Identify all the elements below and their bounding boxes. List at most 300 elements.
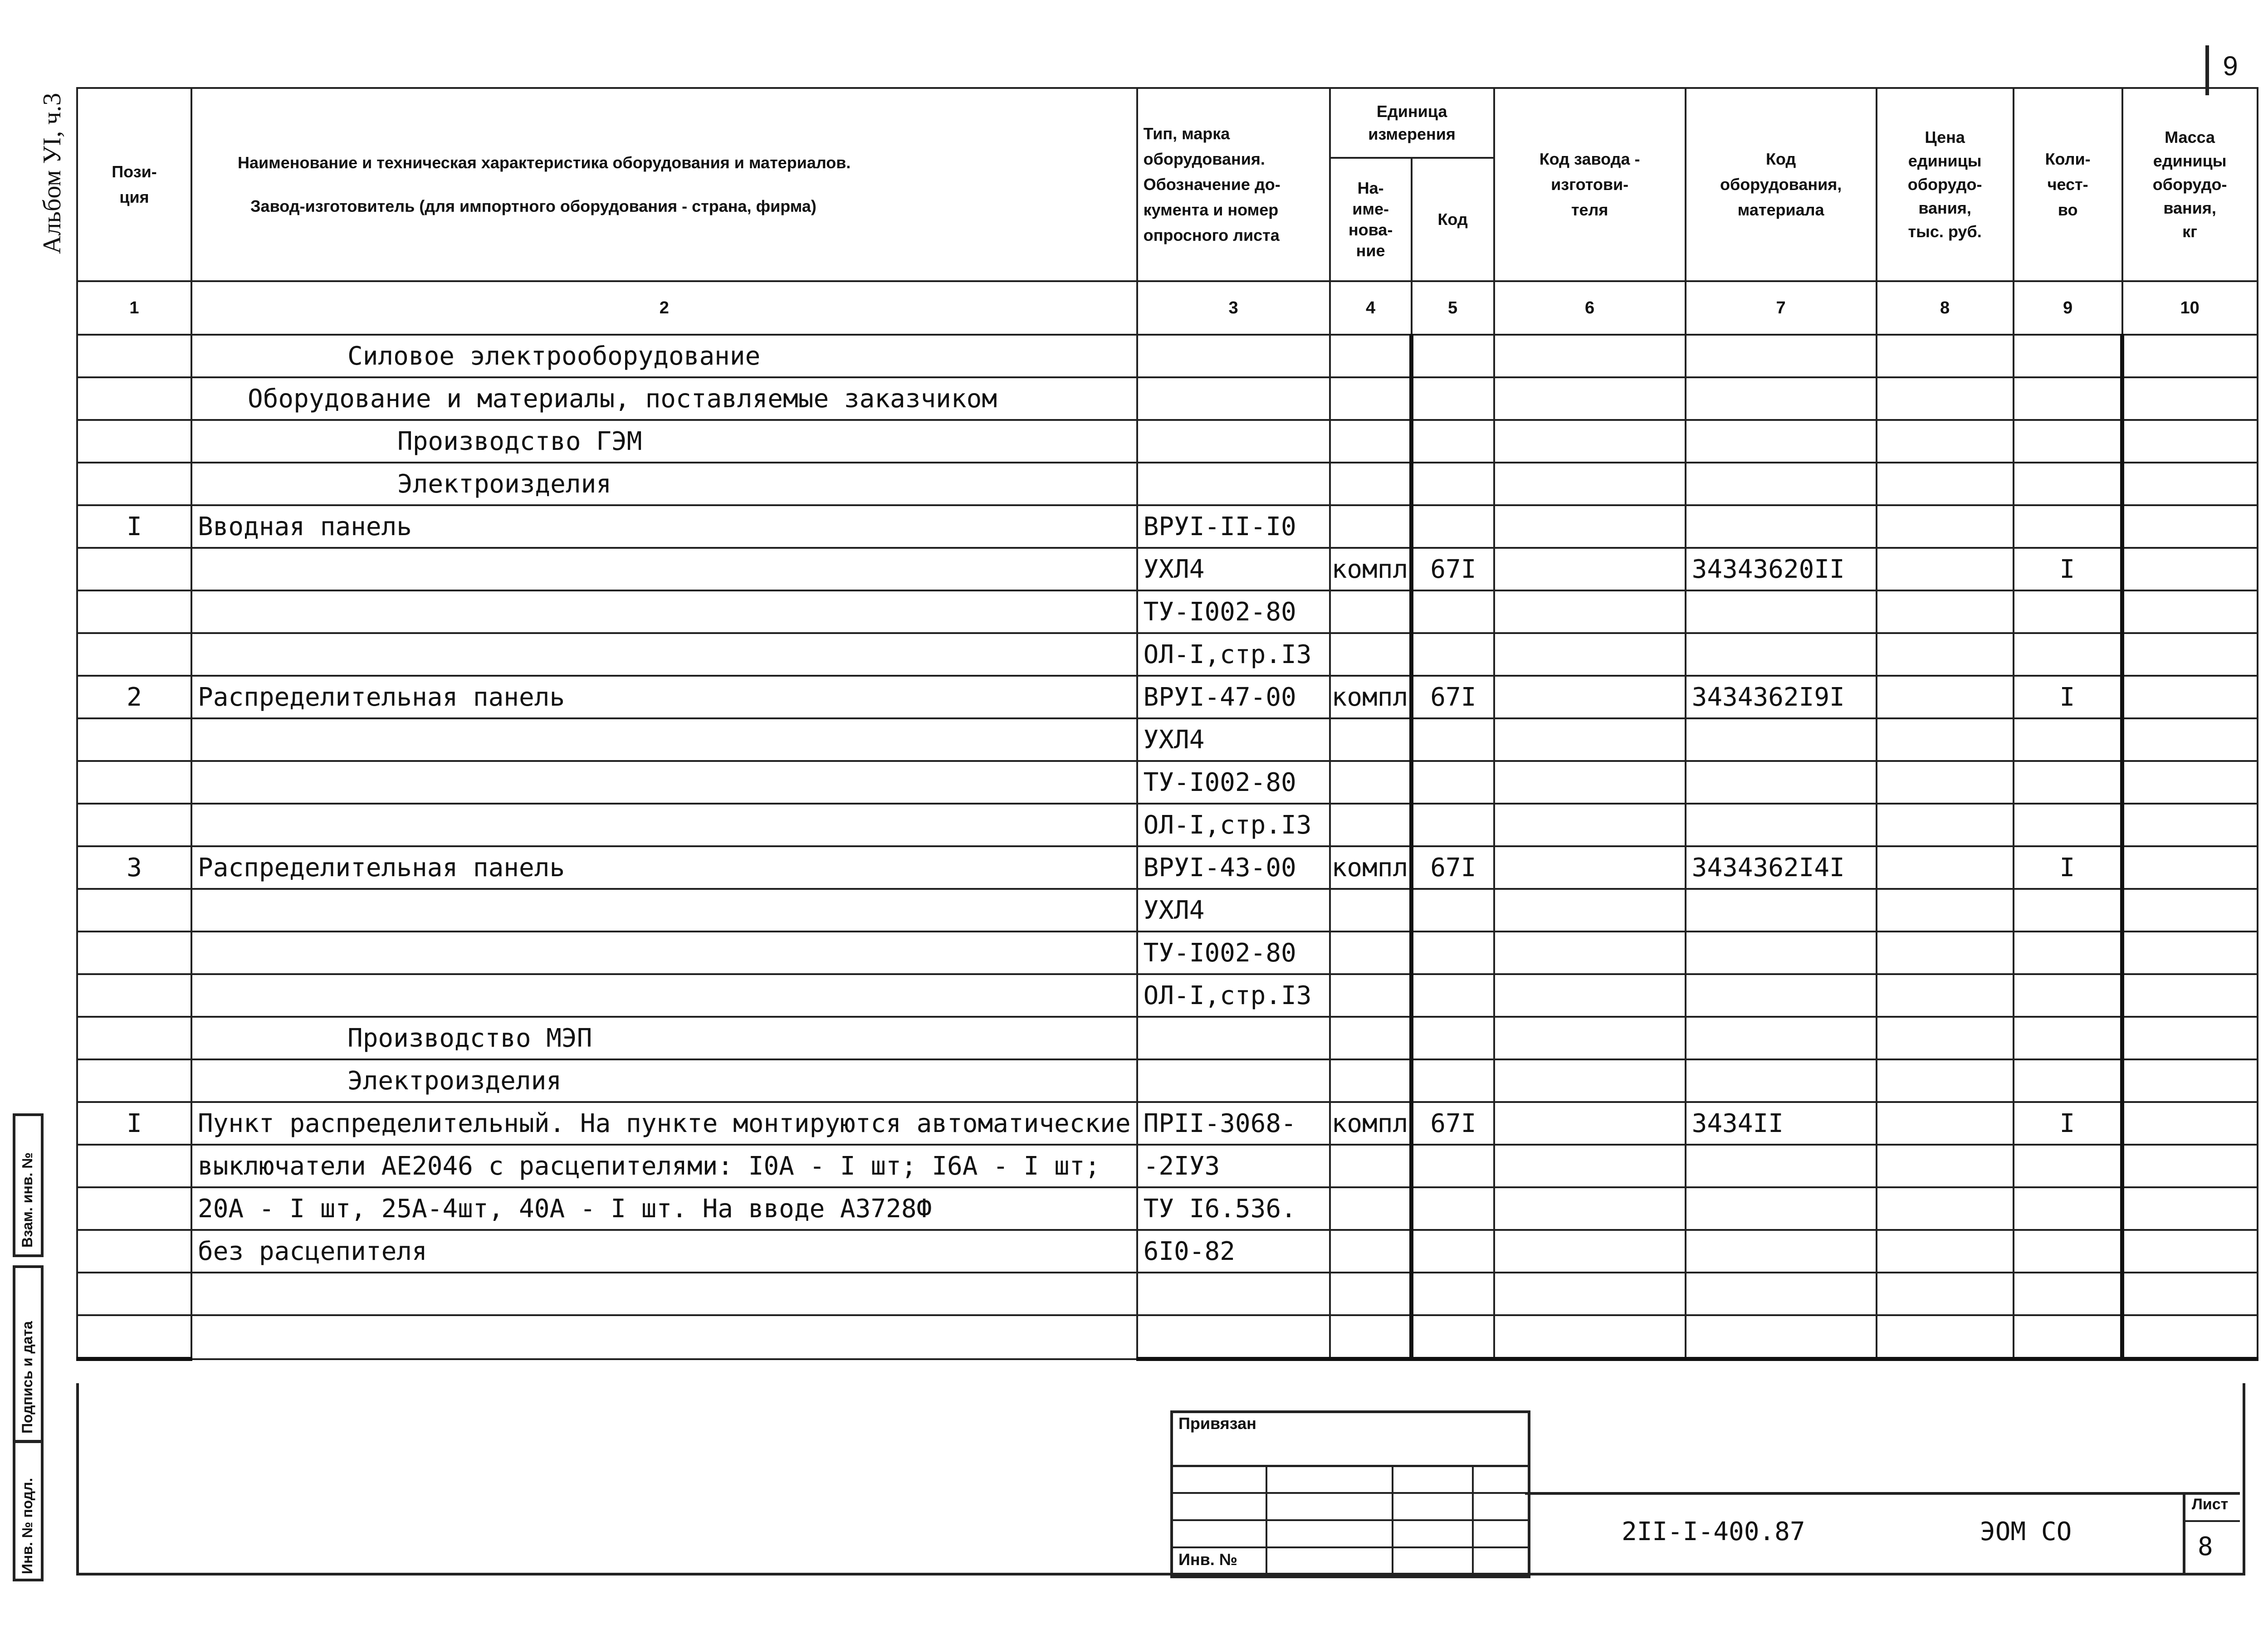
quantity-cell: I [2014, 548, 2122, 590]
header-text: Код [1765, 150, 1796, 168]
unit-code-cell [1412, 1187, 1494, 1230]
equipment-code-cell [1686, 1017, 1877, 1059]
unit-code-cell [1412, 377, 1494, 420]
quantity-cell [2014, 974, 2122, 1017]
price-cell [1877, 846, 2014, 889]
column-number: 6 [1494, 281, 1686, 335]
column-number: 7 [1686, 281, 1877, 335]
table-row [77, 548, 2258, 590]
type-cell [1137, 1273, 1330, 1315]
unit-name-cell [1330, 1059, 1412, 1102]
header-mass [2122, 88, 2258, 281]
quantity-cell [2014, 1145, 2122, 1187]
factory-code-cell [1494, 932, 1686, 974]
unit-code-cell: 67I [1412, 846, 1494, 889]
price-cell [1877, 1273, 2014, 1315]
table-row [77, 932, 2258, 974]
mass-cell [2122, 889, 2258, 932]
name-cell: Распределительная панель [191, 676, 1137, 718]
header-text: вания, [2163, 199, 2216, 217]
name-cell: Вводная панель [191, 505, 1137, 548]
table-row [77, 1145, 2258, 1187]
header-text: тыс. руб. [1908, 222, 1982, 241]
table-row [77, 590, 2258, 633]
inv-label: Инв. № [1178, 1550, 1237, 1569]
factory-code-cell [1494, 974, 1686, 1017]
stamp-rule [1266, 1465, 1267, 1573]
stamp-label: Подпись и дата [19, 1321, 35, 1434]
equipment-code-cell: 3434II [1686, 1102, 1877, 1145]
position-cell [77, 761, 191, 804]
factory-code-cell [1494, 590, 1686, 633]
name-cell: Электроизделия [191, 463, 1137, 505]
unit-name-cell: компл [1330, 548, 1412, 590]
mass-cell [2122, 1315, 2258, 1359]
factory-code-cell [1494, 633, 1686, 676]
position-cell: 2 [77, 676, 191, 718]
quantity-cell [2014, 761, 2122, 804]
name-cell: Производство МЭП [191, 1017, 1137, 1059]
header-text: Завод-изготовитель (для импортного оборудования - страна, фирма) [250, 197, 816, 215]
table-row [77, 974, 2258, 1017]
type-cell: ТУ-I002-80 [1137, 932, 1330, 974]
unit-name-cell: компл [1330, 1102, 1412, 1145]
header-text: оборудования. [1143, 150, 1265, 168]
factory-code-cell [1494, 1315, 1686, 1359]
factory-code-cell [1494, 846, 1686, 889]
position-cell [77, 420, 191, 463]
type-cell: ВРУI-II-I0 [1137, 505, 1330, 548]
unit-code-cell [1412, 420, 1494, 463]
position-cell [77, 804, 191, 846]
unit-code-cell [1412, 1145, 1494, 1187]
name-cell [191, 590, 1137, 633]
factory-code-cell [1494, 548, 1686, 590]
price-cell [1877, 1102, 2014, 1145]
quantity-cell [2014, 1315, 2122, 1359]
mass-cell [2122, 804, 2258, 846]
name-cell [191, 548, 1137, 590]
mass-cell [2122, 420, 2258, 463]
equipment-code-cell [1686, 505, 1877, 548]
type-cell: УХЛ4 [1137, 548, 1330, 590]
position-cell [77, 590, 191, 633]
header-text: оборудования, [1720, 175, 1842, 194]
unit-name-cell [1330, 1230, 1412, 1273]
header-text: оборудо- [1907, 175, 1982, 194]
column-number: 3 [1137, 281, 1330, 335]
type-cell: ВРУI-43-00 [1137, 846, 1330, 889]
header-text: На- [1357, 179, 1384, 197]
unit-code-cell [1412, 974, 1494, 1017]
quantity-cell [2014, 1017, 2122, 1059]
document-designation: 2II-I-400.87 [1622, 1517, 1805, 1546]
header-factory-code [1494, 88, 1686, 281]
mass-cell [2122, 548, 2258, 590]
table-row [77, 1059, 2258, 1102]
type-cell: ОЛ-I,стр.I3 [1137, 633, 1330, 676]
header-text: ция [119, 188, 149, 206]
price-cell [1877, 548, 2014, 590]
unit-code-cell [1412, 335, 1494, 377]
quantity-cell [2014, 1187, 2122, 1230]
quantity-cell [2014, 590, 2122, 633]
unit-name-cell [1330, 718, 1412, 761]
stamp-rule [1392, 1465, 1393, 1573]
table-row [77, 505, 2258, 548]
stamp-original-inv [13, 1440, 44, 1581]
price-cell [1877, 633, 2014, 676]
quantity-cell [2014, 804, 2122, 846]
unit-name-cell [1330, 505, 1412, 548]
table-row [77, 889, 2258, 932]
position-cell [77, 1145, 191, 1187]
unit-code-cell [1412, 1017, 1494, 1059]
mass-cell [2122, 377, 2258, 420]
header-text: Наименование и техническая характеристика оборудования и материалов. [238, 153, 851, 172]
factory-code-cell [1494, 505, 1686, 548]
unit-name-cell [1330, 1017, 1412, 1059]
mass-cell [2122, 932, 2258, 974]
column-number: 4 [1330, 281, 1412, 335]
position-cell [77, 463, 191, 505]
position-cell: I [77, 1102, 191, 1145]
type-cell [1137, 377, 1330, 420]
mass-cell [2122, 505, 2258, 548]
mass-cell [2122, 1017, 2258, 1059]
column-number: 8 [1877, 281, 2014, 335]
factory-code-cell [1494, 1273, 1686, 1315]
name-cell [191, 633, 1137, 676]
position-cell [77, 718, 191, 761]
factory-code-cell [1494, 889, 1686, 932]
type-cell [1137, 1059, 1330, 1102]
header-type [1137, 88, 1330, 281]
quantity-cell: I [2014, 1102, 2122, 1145]
factory-code-cell [1494, 761, 1686, 804]
quantity-cell [2014, 1230, 2122, 1273]
unit-code-cell [1412, 1230, 1494, 1273]
header-text: кг [2182, 222, 2198, 241]
stamp-rule [1170, 1465, 1528, 1467]
mass-cell [2122, 718, 2258, 761]
specification-table [76, 87, 2258, 1361]
equipment-code-cell [1686, 463, 1877, 505]
equipment-code-cell [1686, 804, 1877, 846]
header-unit-name [1330, 158, 1412, 281]
sheet-frame-bottom [76, 1383, 2245, 1575]
type-cell: ОЛ-I,стр.I3 [1137, 804, 1330, 846]
table-row [77, 718, 2258, 761]
equipment-code-cell [1686, 1315, 1877, 1359]
equipment-code-cell [1686, 1059, 1877, 1102]
position-cell [77, 633, 191, 676]
header-unit-group [1330, 88, 1494, 158]
specification-rows [77, 335, 2258, 1359]
header-text: вания, [1918, 199, 1971, 217]
header-equipment-code [1686, 88, 1877, 281]
position-cell [77, 548, 191, 590]
equipment-code-cell: 3434362I9I [1686, 676, 1877, 718]
mass-cell [2122, 974, 2258, 1017]
header-name [191, 88, 1137, 281]
sheet-box-rule [2183, 1492, 2185, 1574]
table-row [77, 1273, 2258, 1315]
name-cell: 20А - I шт, 25А-4шт, 40А - I шт. На вводе А3728Ф [191, 1187, 1137, 1230]
unit-code-cell [1412, 1315, 1494, 1359]
type-cell: 6I0-82 [1137, 1230, 1330, 1273]
type-cell: ОЛ-I,стр.I3 [1137, 974, 1330, 1017]
quantity-cell [2014, 932, 2122, 974]
header-text: Обозначение до- [1143, 175, 1281, 194]
position-cell [77, 932, 191, 974]
unit-name-cell: компл [1330, 676, 1412, 718]
position-cell [77, 974, 191, 1017]
column-number: 2 [191, 281, 1137, 335]
equipment-code-cell [1686, 420, 1877, 463]
header-text: ние [1356, 241, 1385, 260]
equipment-code-cell [1686, 1273, 1877, 1315]
stamp-label: Инв. № подл. [19, 1478, 35, 1574]
table-row [77, 420, 2258, 463]
unit-name-cell [1330, 932, 1412, 974]
designation-rule [1525, 1492, 2240, 1495]
price-cell [1877, 1059, 2014, 1102]
mass-cell [2122, 1230, 2258, 1273]
unit-name-cell [1330, 1187, 1412, 1230]
stamp-signature-date [13, 1265, 44, 1443]
header-text: оборудо- [2152, 175, 2227, 194]
document-mark: ЭОМ СО [1980, 1517, 2072, 1546]
price-cell [1877, 1187, 2014, 1230]
unit-name-cell [1330, 804, 1412, 846]
equipment-code-cell [1686, 590, 1877, 633]
quantity-cell [2014, 377, 2122, 420]
unit-name-cell [1330, 633, 1412, 676]
equipment-code-cell [1686, 1187, 1877, 1230]
price-cell [1877, 1145, 2014, 1187]
unit-code-cell [1412, 718, 1494, 761]
header-text: нова- [1348, 220, 1393, 239]
mass-cell [2122, 1059, 2258, 1102]
quantity-cell [2014, 420, 2122, 463]
unit-name-cell [1330, 420, 1412, 463]
name-cell: Распределительная панель [191, 846, 1137, 889]
unit-code-cell [1412, 590, 1494, 633]
header-text: Код завода - [1539, 150, 1640, 168]
price-cell [1877, 590, 2014, 633]
price-cell [1877, 676, 2014, 718]
stamp-rule [1170, 1519, 1528, 1521]
name-cell [191, 718, 1137, 761]
equipment-code-cell [1686, 974, 1877, 1017]
factory-code-cell [1494, 1059, 1686, 1102]
table-row [77, 463, 2258, 505]
column-number: 1 [77, 281, 191, 335]
name-cell: Оборудование и материалы, поставляемые заказчиком [191, 377, 1137, 420]
equipment-code-cell [1686, 633, 1877, 676]
unit-code-cell [1412, 505, 1494, 548]
sheet-label: Лист [2192, 1496, 2229, 1513]
table-row [77, 804, 2258, 846]
equipment-code-cell [1686, 335, 1877, 377]
equipment-code-cell [1686, 377, 1877, 420]
equipment-code-cell [1686, 718, 1877, 761]
price-cell [1877, 718, 2014, 761]
mass-cell [2122, 1273, 2258, 1315]
table-row [77, 1017, 2258, 1059]
factory-code-cell [1494, 676, 1686, 718]
mass-cell [2122, 335, 2258, 377]
price-cell [1877, 1315, 2014, 1359]
unit-code-cell [1412, 761, 1494, 804]
table-row [77, 633, 2258, 676]
equipment-code-cell [1686, 1145, 1877, 1187]
unit-code-cell: 67I [1412, 548, 1494, 590]
unit-code-cell [1412, 1059, 1494, 1102]
table-row [77, 335, 2258, 377]
type-cell: ТУ-I002-80 [1137, 590, 1330, 633]
header-text: Тип, марка [1143, 124, 1230, 143]
name-cell [191, 1315, 1137, 1359]
equipment-code-cell: 3434362I4I [1686, 846, 1877, 889]
type-cell: ТУ I6.536. [1137, 1187, 1330, 1230]
unit-name-cell [1330, 1273, 1412, 1315]
price-cell [1877, 889, 2014, 932]
unit-name-cell [1330, 761, 1412, 804]
header-text: Коли- [2045, 150, 2091, 168]
price-cell [1877, 932, 2014, 974]
factory-code-cell [1494, 1017, 1686, 1059]
name-cell [191, 974, 1137, 1017]
table-row [77, 377, 2258, 420]
column-number: 10 [2122, 281, 2258, 335]
quantity-cell: I [2014, 676, 2122, 718]
header-text: материала [1737, 200, 1824, 219]
quantity-cell: I [2014, 846, 2122, 889]
header-text: име- [1352, 200, 1389, 218]
unit-name-cell [1330, 889, 1412, 932]
unit-code-cell [1412, 1273, 1494, 1315]
position-cell [77, 1230, 191, 1273]
column-number: 5 [1412, 281, 1494, 335]
name-cell: Производство ГЭМ [191, 420, 1137, 463]
equipment-code-cell [1686, 932, 1877, 974]
type-cell [1137, 463, 1330, 505]
unit-name-cell [1330, 377, 1412, 420]
unit-name-cell [1330, 335, 1412, 377]
header-price [1877, 88, 2014, 281]
name-cell: выключатели АЕ2046 с расцепителями: I0А - I шт; I6А - I шт; [191, 1145, 1137, 1187]
price-cell [1877, 804, 2014, 846]
name-cell [191, 761, 1137, 804]
mass-cell [2122, 590, 2258, 633]
header-text: изготови- [1551, 175, 1629, 194]
type-cell: -2IУ3 [1137, 1145, 1330, 1187]
price-cell [1877, 974, 2014, 1017]
factory-code-cell [1494, 463, 1686, 505]
header-text: Единица [1376, 102, 1447, 121]
quantity-cell [2014, 1273, 2122, 1315]
album-label: Альбом УI, ч.3 [38, 93, 66, 254]
type-cell [1137, 1017, 1330, 1059]
factory-code-cell [1494, 377, 1686, 420]
type-cell [1137, 420, 1330, 463]
unit-name-cell: компл [1330, 846, 1412, 889]
quantity-cell [2014, 505, 2122, 548]
type-cell: УХЛ4 [1137, 718, 1330, 761]
position-cell [77, 1315, 191, 1359]
column-number: 9 [2014, 281, 2122, 335]
header-text: Пози- [112, 162, 157, 181]
table-row [77, 1187, 2258, 1230]
price-cell [1877, 335, 2014, 377]
position-cell [77, 1273, 191, 1315]
price-cell [1877, 761, 2014, 804]
quantity-cell [2014, 463, 2122, 505]
name-cell: без расцепителя [191, 1230, 1137, 1273]
position-cell [77, 1059, 191, 1102]
header-text: Масса [2165, 128, 2215, 146]
type-cell: ТУ-I002-80 [1137, 761, 1330, 804]
table-row [77, 846, 2258, 889]
price-cell [1877, 420, 2014, 463]
name-cell [191, 889, 1137, 932]
factory-code-cell [1494, 335, 1686, 377]
stamp-rule [1170, 1546, 1528, 1548]
position-cell: I [77, 505, 191, 548]
header-text: измерения [1368, 125, 1456, 143]
position-cell [77, 335, 191, 377]
factory-code-cell [1494, 1230, 1686, 1273]
table-row [77, 1315, 2258, 1359]
factory-code-cell [1494, 1145, 1686, 1187]
table-row [77, 761, 2258, 804]
unit-name-cell [1330, 590, 1412, 633]
header-position [77, 88, 191, 281]
type-cell: ПРII-3068- [1137, 1102, 1330, 1145]
equipment-code-cell [1686, 761, 1877, 804]
quantity-cell [2014, 889, 2122, 932]
header-quantity [2014, 88, 2122, 281]
header-text: единицы [1908, 151, 1982, 170]
unit-code-cell: 67I [1412, 676, 1494, 718]
unit-code-cell: 67I [1412, 1102, 1494, 1145]
price-cell [1877, 1230, 2014, 1273]
quantity-cell [2014, 335, 2122, 377]
sheet-number: 8 [2198, 1532, 2213, 1561]
type-cell: УХЛ4 [1137, 889, 1330, 932]
mass-cell [2122, 1102, 2258, 1145]
name-cell: Электроизделия [191, 1059, 1137, 1102]
header-text: теля [1571, 200, 1608, 219]
factory-code-cell [1494, 718, 1686, 761]
table-row [77, 1102, 2258, 1145]
stamp-label: Взам. инв. № [19, 1152, 35, 1248]
equipment-code-cell [1686, 889, 1877, 932]
price-cell [1877, 1017, 2014, 1059]
attached-label: Привязан [1178, 1414, 1256, 1433]
mass-cell [2122, 846, 2258, 889]
mass-cell [2122, 463, 2258, 505]
unit-name-cell [1330, 1315, 1412, 1359]
stamp-rule [1170, 1492, 1528, 1494]
equipment-code-cell: 34343620II [1686, 548, 1877, 590]
unit-name-cell [1330, 1145, 1412, 1187]
position-cell [77, 1017, 191, 1059]
mass-cell [2122, 1145, 2258, 1187]
type-cell: ВРУI-47-00 [1137, 676, 1330, 718]
